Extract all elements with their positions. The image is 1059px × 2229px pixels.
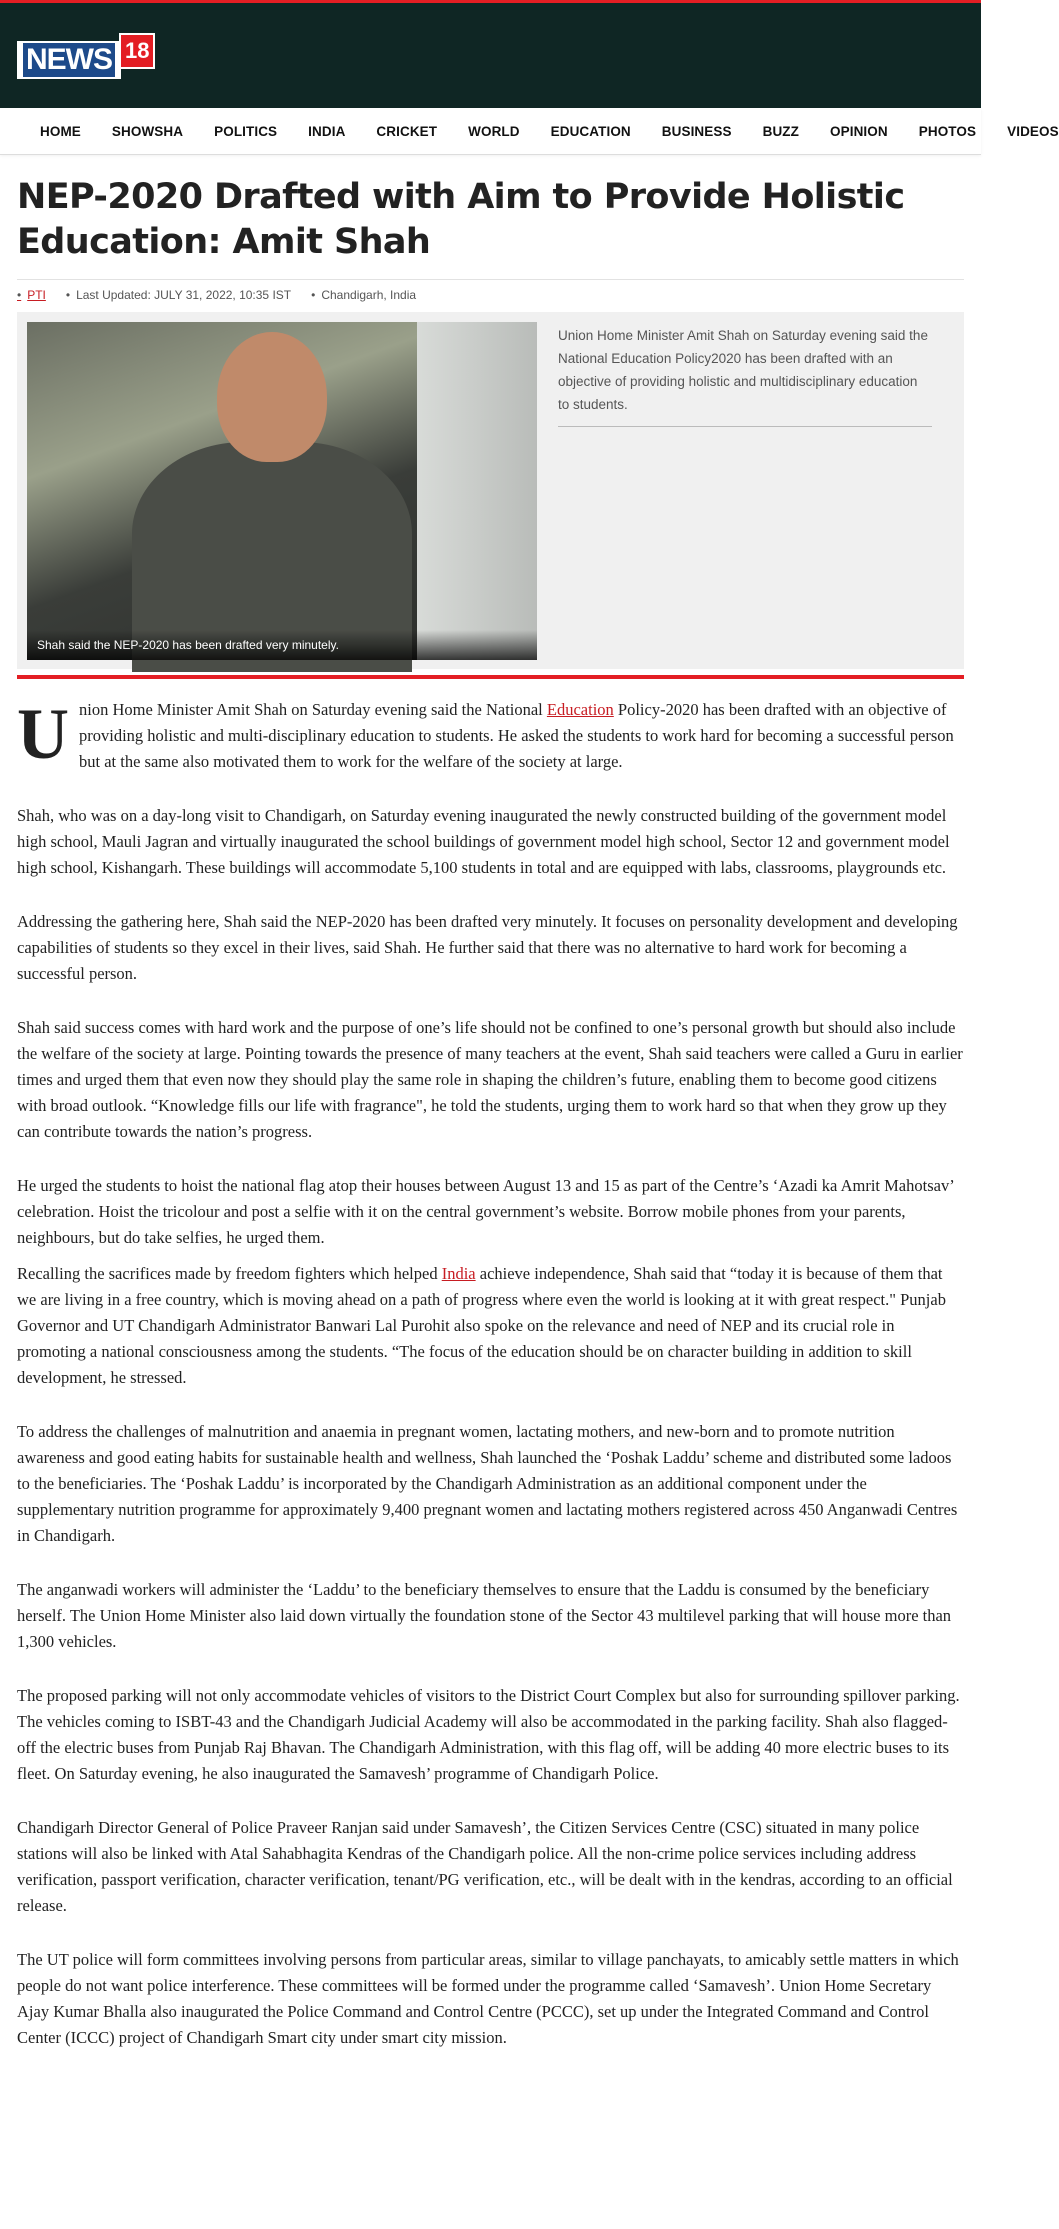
india-link[interactable]: India [441,1264,476,1283]
nav-item-buzz[interactable]: BUZZ [762,123,800,139]
main-nav [0,108,1059,155]
dateline: • Chandigarh, India [311,288,416,302]
paragraph: The anganwadi workers will administer the ‘Laddu’ to the beneficiary themselves to ensure that the Laddu is consumed by the beneficiary herself. The Union Home Minister also laid down virtually the foundation stone of the Sector 43 multilevel parking that will house more than 1,300 vehicles. [17,1580,952,1651]
nav-item-education[interactable]: EDUCATION [550,123,631,139]
logo-text: NEWS [23,43,115,77]
article [0,175,981,2051]
paragraph: Union Home Minister Amit Shah on Saturday evening said the National Education Policy-2020 has been drafted with an objective of providing holistic and multi-disciplinary education to students. He asked the students to work hard for becoming a successful person but at the same also motivated them to work for the welfare of the society at large. [17,694,954,774]
paragraph: Addressing the gathering here, Shah said the NEP-2020 has been drafted very minutely. It focuses on personality development and developing capabilities of students so they excel in their lives, said Shah. He further said that there was no alternative to hard work for becoming a successful person. [17,912,958,983]
logo-box [17,41,121,79]
paragraph: The UT police will form committees involving persons from particular areas, similar to village panchayats, to amicably settle matters in which people do not want police interference. These committees will be formed under the programme called ‘Samavesh’. Union Home Secretary Ajay Kumar Bhalla also inaugurated the Police Command and Control Centre (PCCC), set up under the Integrated Command and Control Center (ICCC) project of Chandigarh Smart city under smart city mission. [17,1950,959,2047]
nav-item-photos[interactable]: PHOTOS [918,123,977,139]
nav-item-business[interactable]: BUSINESS [661,123,732,139]
source-link[interactable]: • PTI [17,288,46,302]
nav-item-politics[interactable]: POLITICS [214,123,278,139]
nav-item-world[interactable]: WORLD [468,123,520,139]
article-body [17,694,964,2051]
article-photo [27,322,537,660]
paragraph: Shah, who was on a day-long visit to Chandigarh, on Saturday evening inaugurated the newly constructed building of the government model high school, Mauli Jagran and virtually inaugurated the school buildings of government model high school, Sector 12 and government model high school, Kishangarh. These buildings will accommodate 5,100 students in total and are equipped with labs, classrooms, playgrounds etc. [17,806,950,877]
nav-item-showsha[interactable]: SHOWSHA [111,123,184,139]
paragraph: Chandigarh Director General of Police Praveer Ranjan said under Samavesh’, the Citizen Services Centre (CSC) situated in many police stations will also be linked with Atal Sahabhagita Kendras of the Chandigarh police. All the non-crime police services including address verification, passport verification, character verification, tenant/PG verification, etc., will be dealt with in the kendras, according to an official release. [17,1818,953,1915]
nav-item-videos[interactable]: VIDEOS [1007,123,1059,139]
photo-caption: Shah said the NEP-2020 has been drafted very minutely. [27,630,537,660]
paragraph: To address the challenges of malnutrition and anaemia in pregnant women, lactating mothers, and new-born and to promote nutrition awareness and good eating habits for sustainable health and wellness, Shah launched the ‘Poshak Laddu’ scheme and distributed some ladoos to the beneficiaries. The ‘Poshak Laddu’ is incorporated by the Chandigarh Administration as an additional component under the supplementary nutrition programme for approximately 9,400 pregnant women and lactating mothers registered across 450 Anganwadi Centres in Chandigarh. [17,1422,958,1545]
site-header [0,0,981,108]
last-updated: • Last Updated: JULY 31, 2022, 10:35 IST [66,288,291,302]
nav-item-india[interactable]: INDIA [308,123,346,139]
paragraph: The proposed parking will not only accommodate vehicles of visitors to the District Court Complex but also for surrounding spillover parking. The vehicles coming to ISBT-43 and the Chandigarh Judicial Academy will also be accommodated in the parking facility. Shah also flagged-off the electric buses from Punjab Raj Bhavan. The Chandigarh Administration, with this flag off, will be adding 40 more electric buses to its fleet. On Saturday evening, he also inaugurated the Samavesh’ programme of Chandigarh Police. [17,1686,960,1783]
paragraph: He urged the students to hoist the national flag atop their houses between August 13 and 15 as part of the Centre’s ‘Azadi ka Amrit Mahotsav’ celebration. Hoist the tricolour and post a selfie with it on the central government’s website. Borrow mobile phones from your parents, neighbours, but do take selfies, he urged them. [17,1176,954,1247]
logo-number: 18 [119,33,155,69]
drop-cap: U [17,694,69,774]
news18-logo[interactable] [17,33,155,79]
article-title: NEP-2020 Drafted with Aim to Provide Holistic Education: Amit Shah [17,177,905,262]
nav-item-home[interactable]: HOME [40,123,81,139]
article-meta [17,279,964,302]
nav-item-opinion[interactable]: OPINION [830,123,888,139]
paragraph: Shah said success comes with hard work and the purpose of one’s life should not be confined to one’s personal growth but should also include the welfare of the society at large. Pointing towards the presence of many teachers at the event, Shah said teachers were called a Guru in earlier times and urged them that even now they should play the same role in shaping the children’s future, enabling them to become good citizens with broad outlook. “Knowledge fills our life with fragrance", he told the students, urging them to work hard so that when they grow up they can contribute towards the nation’s progress. [17,1018,963,1141]
education-link[interactable]: Education [546,700,614,719]
nav-item-cricket[interactable]: CRICKET [376,123,438,139]
divider [17,675,964,679]
article-media [17,312,964,669]
paragraph: Recalling the sacrifices made by freedom fighters which helped India achieve independence, Shah said that “today it is because of them that we are living in a free country, which is moving ahead on a path of progress where even the world is looking at it with great respect." Punjab Governor and UT Chandigarh Administrator Banwari Lal Purohit also spoke on the relevance and need of NEP and its crucial role in promoting a national consciousness among the students. “The focus of the education should be on character building in addition to skill development, he stressed. [17,1264,946,1387]
article-summary: Union Home Minister Amit Shah on Saturday evening said the National Education Policy2020 has been drafted with an objective of providing holistic and multidisciplinary education to students. [558,324,932,427]
